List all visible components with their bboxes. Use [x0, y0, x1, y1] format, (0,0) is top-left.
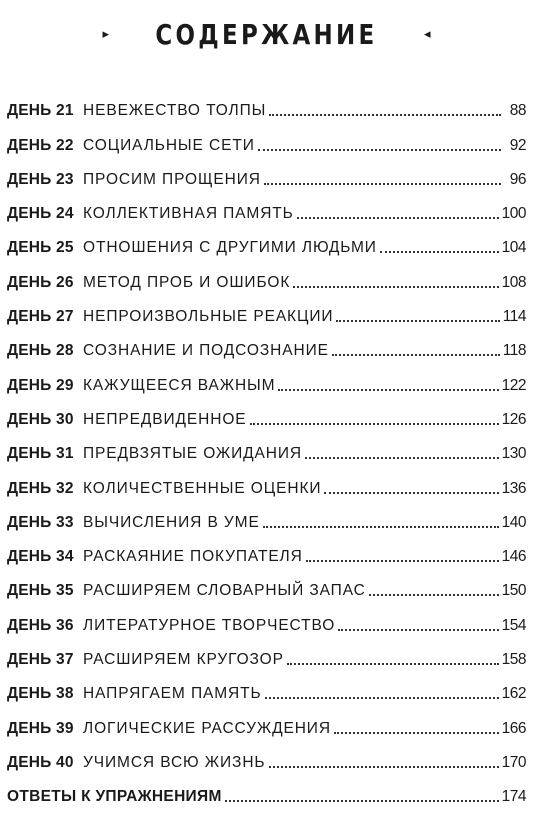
toc-entry[interactable] — [7, 463, 526, 497]
toc-day: ДЕНЬ 28 — [7, 342, 74, 360]
toc-day: ДЕНЬ 29 — [7, 376, 74, 394]
toc-entry[interactable] — [7, 189, 526, 223]
dot-leader — [305, 457, 499, 459]
toc-entry-answers[interactable] — [7, 772, 526, 806]
toc-day: ДЕНЬ 32 — [7, 479, 74, 497]
page-title: СОДЕРЖАНИЕ — [155, 17, 378, 51]
toc-day: ДЕНЬ 31 — [7, 445, 74, 463]
toc-day: ДЕНЬ 30 — [7, 410, 74, 428]
dot-leader — [225, 800, 499, 802]
dot-leader — [287, 663, 499, 665]
arrow-left-icon: ◂ — [423, 26, 431, 42]
dot-leader — [369, 594, 499, 596]
dot-leader — [250, 423, 499, 425]
toc-entry[interactable] — [7, 429, 526, 463]
toc-page-number: 140 — [501, 513, 526, 531]
toc-title: КОЛЛЕКТИВНАЯ ПАМЯТЬ — [83, 205, 294, 223]
toc-page-number: 130 — [501, 445, 526, 463]
dot-leader — [332, 354, 500, 356]
toc-page-number: 166 — [501, 719, 526, 737]
dot-leader — [269, 114, 501, 116]
toc-answers-title: ОТВЕТЫ К УПРАЖНЕНИЯМ — [7, 788, 222, 806]
toc-entry[interactable] — [7, 120, 526, 154]
dot-leader — [324, 492, 498, 494]
toc-page-number: 170 — [501, 753, 526, 771]
toc-title: ВЫЧИСЛЕНИЯ В УМЕ — [83, 513, 260, 531]
toc-day: ДЕНЬ 25 — [7, 239, 74, 257]
toc-day: ДЕНЬ 38 — [7, 685, 74, 703]
dot-leader — [338, 629, 498, 631]
toc-day: ДЕНЬ 21 — [7, 102, 74, 120]
toc-title: РАСКАЯНИЕ ПОКУПАТЕЛЯ — [83, 548, 303, 566]
toc-entry[interactable] — [7, 360, 526, 394]
dot-leader — [263, 526, 499, 528]
toc-title: МЕТОД ПРОБ И ОШИБОК — [83, 273, 291, 291]
toc-page-number: 114 — [502, 308, 526, 326]
toc-title: СОЦИАЛЬНЫЕ СЕТИ — [83, 136, 255, 154]
toc-page-number: 146 — [501, 548, 526, 566]
toc-page-number: 108 — [501, 273, 526, 291]
toc-entry[interactable] — [7, 223, 526, 257]
toc-page-number: 154 — [501, 616, 526, 634]
toc-day: ДЕНЬ 26 — [7, 273, 74, 291]
dot-leader — [336, 320, 499, 322]
toc-title: ПРОСИМ ПРОЩЕНИЯ — [83, 170, 261, 188]
table-of-contents — [7, 86, 526, 806]
toc-entry[interactable] — [7, 155, 526, 189]
toc-entry[interactable] — [7, 738, 526, 772]
dot-leader — [293, 286, 498, 288]
toc-entry[interactable] — [7, 669, 526, 703]
toc-page-number: 162 — [501, 685, 526, 703]
toc-header — [0, 14, 533, 54]
dot-leader — [297, 217, 499, 219]
dot-leader — [258, 149, 501, 151]
dot-leader — [269, 766, 499, 768]
toc-page-number: 96 — [509, 170, 526, 188]
toc-entry[interactable] — [7, 292, 526, 326]
toc-entry[interactable] — [7, 532, 526, 566]
toc-entry[interactable] — [7, 566, 526, 600]
toc-title: УЧИМСЯ ВСЮ ЖИЗНЬ — [83, 753, 266, 771]
toc-page-number: 104 — [501, 239, 526, 257]
toc-title: ЛИТЕРАТУРНОЕ ТВОРЧЕСТВО — [83, 616, 336, 634]
toc-title: ПРЕДВЗЯТЫЕ ОЖИДАНИЯ — [83, 445, 302, 463]
toc-title: КАЖУЩЕЕСЯ ВАЖНЫМ — [83, 376, 276, 394]
toc-page-number: 88 — [509, 102, 526, 120]
toc-entry[interactable] — [7, 326, 526, 360]
toc-entry[interactable] — [7, 498, 526, 532]
dot-leader — [264, 183, 501, 185]
toc-day: ДЕНЬ 24 — [7, 205, 74, 223]
dot-leader — [334, 732, 499, 734]
toc-entry[interactable] — [7, 395, 526, 429]
toc-day: ДЕНЬ 37 — [7, 651, 74, 669]
toc-page-number: 100 — [501, 205, 526, 223]
toc-day: ДЕНЬ 34 — [7, 548, 74, 566]
toc-day: ДЕНЬ 23 — [7, 170, 74, 188]
toc-page-number: 174 — [501, 788, 526, 806]
toc-page-number: 150 — [501, 582, 526, 600]
toc-entry[interactable] — [7, 600, 526, 634]
toc-page-number: 118 — [502, 342, 526, 360]
toc-entry[interactable] — [7, 703, 526, 737]
toc-title: ОТНОШЕНИЯ С ДРУГИМИ ЛЮДЬМИ — [83, 239, 377, 257]
toc-title: НЕВЕЖЕСТВО ТОЛПЫ — [83, 102, 267, 120]
toc-title: ЛОГИЧЕСКИЕ РАССУЖДЕНИЯ — [83, 719, 331, 737]
toc-entry[interactable] — [7, 86, 526, 120]
toc-entry[interactable] — [7, 257, 526, 291]
arrow-right-icon: ▸ — [102, 26, 110, 42]
dot-leader — [306, 560, 499, 562]
toc-title: НАПРЯГАЕМ ПАМЯТЬ — [83, 685, 262, 703]
toc-title: НЕПРЕДВИДЕННОЕ — [83, 410, 247, 428]
toc-title: КОЛИЧЕСТВЕННЫЕ ОЦЕНКИ — [83, 479, 322, 497]
toc-day: ДЕНЬ 40 — [7, 753, 74, 771]
toc-title: РАСШИРЯЕМ СЛОВАРНЫЙ ЗАПАС — [83, 582, 366, 600]
dot-leader — [380, 251, 499, 253]
toc-day: ДЕНЬ 33 — [7, 513, 74, 531]
toc-day: ДЕНЬ 36 — [7, 616, 74, 634]
toc-day: ДЕНЬ 22 — [7, 136, 74, 154]
toc-page-number: 136 — [501, 479, 526, 497]
toc-day: ДЕНЬ 39 — [7, 719, 74, 737]
toc-page-number: 158 — [501, 651, 526, 669]
toc-page-number: 122 — [501, 376, 526, 394]
toc-title: НЕПРОИЗВОЛЬНЫЕ РЕАКЦИИ — [83, 308, 334, 326]
dot-leader — [265, 697, 499, 699]
toc-page-number: 126 — [501, 410, 526, 428]
toc-page-number: 92 — [509, 136, 526, 154]
toc-entry[interactable] — [7, 635, 526, 669]
toc-day: ДЕНЬ 27 — [7, 308, 74, 326]
toc-title: СОЗНАНИЕ И ПОДСОЗНАНИЕ — [83, 342, 329, 360]
dot-leader — [278, 389, 498, 391]
toc-title: РАСШИРЯЕМ КРУГОЗОР — [83, 651, 284, 669]
toc-day: ДЕНЬ 35 — [7, 582, 74, 600]
